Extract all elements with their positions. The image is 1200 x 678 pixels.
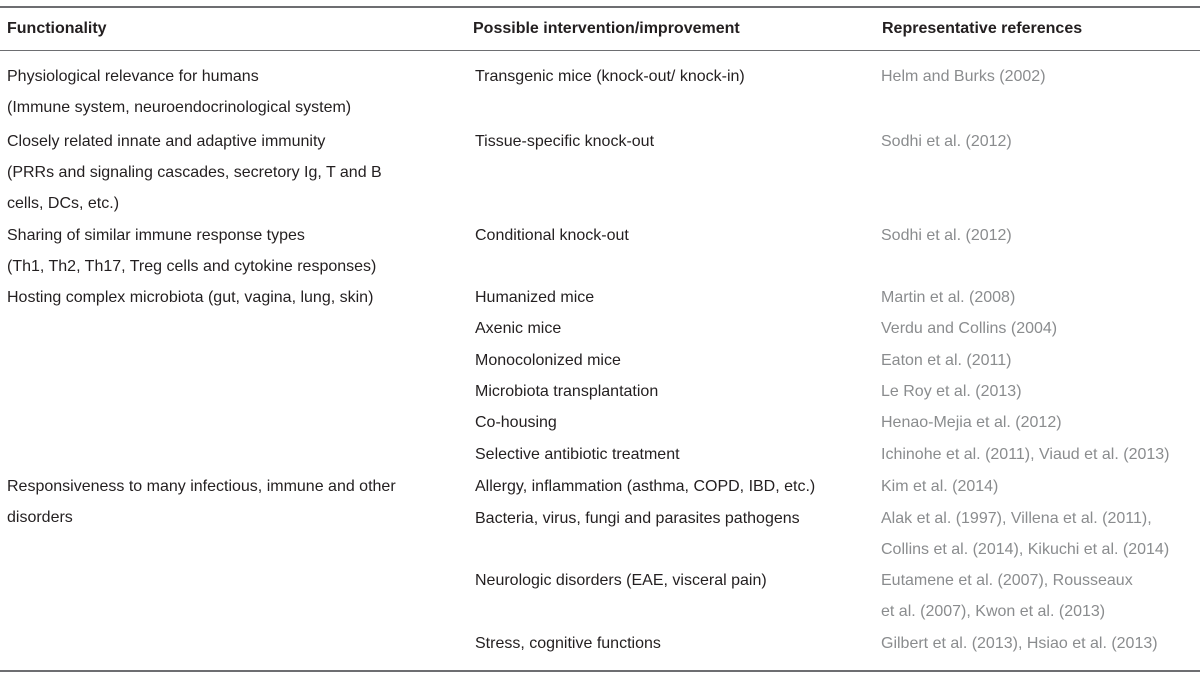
reference-cell: Kim et al. (2014) [881, 478, 999, 495]
intervention-cell: Humanized mice [475, 289, 595, 306]
intervention-cell: Selective antibiotic treatment [475, 446, 680, 463]
bottom-rule [0, 670, 1200, 672]
intervention-cell: Microbiota transplantation [475, 383, 659, 400]
functionality-cell: Physiological relevance for humans (Immune system, neuroendocrinological system) [7, 68, 352, 117]
intervention-cell: Bacteria, virus, fungi and parasites pathogens [475, 510, 800, 527]
functionality-cell: Closely related innate and adaptive immunity (PRRs and signaling cascades, secretory Ig, T and B cells, DCs, etc.) [7, 133, 382, 213]
reference-cell: Sodhi et al. (2012) [881, 133, 1012, 150]
header-rule [0, 50, 1200, 51]
reference-cell: Eutamene et al. (2007), Rousseaux et al. (2007), Kwon et al. (2013) [881, 572, 1133, 621]
intervention-cell: Axenic mice [475, 320, 562, 337]
reference-cell: Sodhi et al. (2012) [881, 227, 1012, 244]
reference-cell: Eaton et al. (2011) [881, 352, 1012, 369]
reference-cell: Gilbert et al. (2013), Hsiao et al. (2013) [881, 635, 1158, 652]
intervention-cell: Stress, cognitive functions [475, 635, 661, 652]
intervention-cell: Allergy, inflammation (asthma, COPD, IBD, etc.) [475, 478, 816, 495]
reference-cell: Henao-Mejia et al. (2012) [881, 414, 1062, 431]
top-rule [0, 6, 1200, 8]
header-functionality: Functionality [7, 20, 107, 37]
reference-cell: Alak et al. (1997), Villena et al. (2011), Collins et al. (2014), Kikuchi et al. (2014) [881, 510, 1170, 559]
intervention-cell: Neurologic disorders (EAE, visceral pain) [475, 572, 767, 589]
functionality-cell: Sharing of similar immune response types (Th1, Th2, Th17, Treg cells and cytokine responses) [7, 227, 377, 276]
functionality-cell: Responsiveness to many infectious, immune and other disorders [7, 478, 396, 527]
intervention-cell: Co-housing [475, 414, 557, 431]
header-intervention: Possible intervention/improvement [473, 20, 740, 37]
functionality-cell: Hosting complex microbiota (gut, vagina, lung, skin) [7, 289, 374, 306]
intervention-cell: Monocolonized mice [475, 352, 621, 369]
reference-cell: Martin et al. (2008) [881, 289, 1016, 306]
reference-cell: Ichinohe et al. (2011), Viaud et al. (2013) [881, 446, 1170, 463]
reference-cell: Le Roy et al. (2013) [881, 383, 1022, 400]
intervention-cell: Tissue-specific knock-out [475, 133, 655, 150]
intervention-cell: Transgenic mice (knock-out/ knock-in) [475, 68, 745, 85]
header-references: Representative references [882, 20, 1083, 37]
reference-cell: Verdu and Collins (2004) [881, 320, 1058, 337]
intervention-cell: Conditional knock-out [475, 227, 629, 244]
reference-cell: Helm and Burks (2002) [881, 68, 1046, 85]
